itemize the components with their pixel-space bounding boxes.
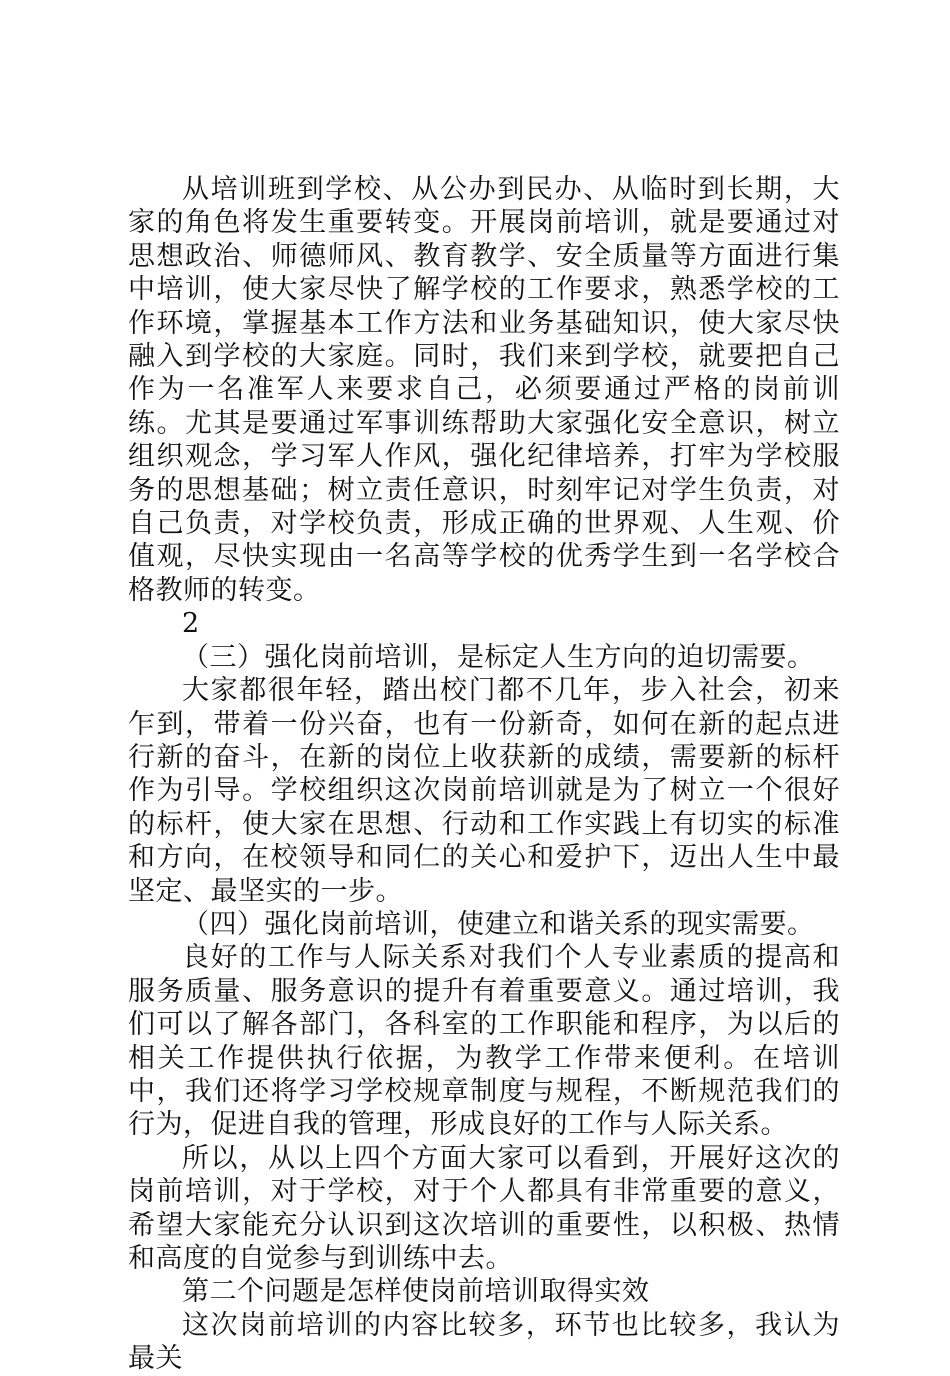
- section-heading-second-question: 第二个问题是怎样使岗前培训取得实效: [182, 1276, 650, 1308]
- section-heading-three: （三）强化岗前培训，是标定人生方向的迫切需要。: [182, 641, 815, 673]
- section-heading-four: （四）强化岗前培训，使建立和谐关系的现实需要。: [182, 908, 815, 940]
- paragraph-role-transition: 从培训班到学校、从公办到民办、从临时到长期，大家的角色将发生重要转变。开展岗前培训，就是要通过对思想政治、师德师风、教育教学、安全质量等方面进行集中培训，使大家尽快了解学校的工作要求，熟悉学校的工作环境，掌握基本工作方法和业务基础知识，使大家尽快融入到学校的大家庭。同时，我们来到学校，就要把自己作为一名准军人来要求自己，必须要通过严格的岗前训练。尤其是要通过军事训练帮助大家强化安全意识，树立组织观念，学习军人作风，强化纪律培养，打牢为学校服务的思想基础；树立责任意识，时刻牢记对学生负责，对自己负责，对学校负责，形成正确的世界观、人生观、价值观，尽快实现由一名高等学校的优秀学生到一名学校合格教师的转变。: [128, 174, 840, 606]
- paragraph-life-direction: 大家都很年轻，踏出校门都不几年，步入社会，初来乍到，带着一份兴奋，也有一份新奇，如何在新的起点进行新的奋斗，在新的岗位上收获新的成绩，需要新的标杆作为引导。学校组织这次岗前培训就是为了树立一个很好的标杆，使大家在思想、行动和工作实践上有切实的标准和方向，在校领导和同仁的关心和爱护下，迈出人生中最坚定、最坚实的一步。: [128, 675, 840, 907]
- paragraph-relationships: 良好的工作与人际关系对我们个人专业素质的提高和服务质量、服务意识的提升有着重要意义。通过培训，我们可以了解各部门，各科室的工作职能和程序，为以后的相关工作提供执行依据，为教学工作带来便利。在培训中，我们还将学习学校规章制度与规程，不断规范我们的行为，促进自我的管理，形成良好的工作与人际关系。: [128, 942, 840, 1141]
- paragraph-training-content: 这次岗前培训的内容比较多，环节也比较多，我认为最关: [128, 1309, 840, 1375]
- page-number: 2: [182, 608, 200, 640]
- paragraph-summary: 所以，从以上四个方面大家可以看到，开展好这次的岗前培训，对于学校，对于个人都具有非常重要的意义，希望大家能充分认识到这次培训的重要性，以积极、热情和高度的自觉参与到训练中去。: [128, 1142, 840, 1274]
- document-body: [128, 173, 840, 1376]
